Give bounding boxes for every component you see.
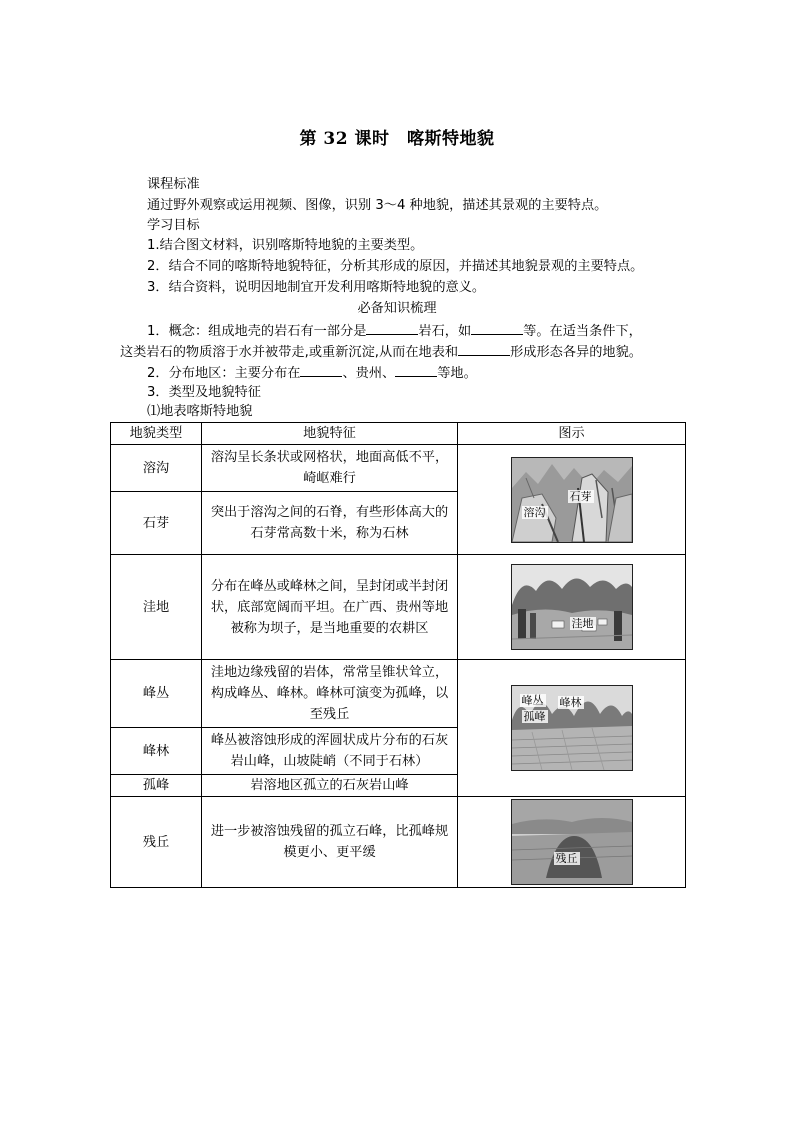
goal-3: 3．结合资料，说明因地制宜开发利用喀斯特地貌的意义。 xyxy=(147,280,486,295)
distribution-text-2: 、贵州、 xyxy=(342,366,396,381)
landform-feature: 分布在峰丛或峰林之间，呈封闭或半封闭状，底部宽阔而平坦。在广西、贵州等地被称为坝子，是当地重要的农耕区 xyxy=(202,555,458,660)
landform-type: 峰林 xyxy=(111,728,202,775)
peak-cluster-photo xyxy=(511,685,633,771)
blank-field[interactable] xyxy=(471,320,523,335)
landform-feature: 洼地边缘残留的岩体，常常呈锥状耸立，构成峰丛、峰林。峰林可演变为孤峰，以至残丘 xyxy=(202,660,458,728)
landform-type: 残丘 xyxy=(111,797,202,888)
landform-type: 孤峰 xyxy=(111,775,202,797)
landform-table xyxy=(110,422,686,888)
photo-label-fenglin: 峰林 xyxy=(559,696,582,709)
section-heading: 必备知识梳理 xyxy=(357,301,437,316)
landform-type: 溶沟 xyxy=(111,445,202,492)
distribution-text-3: 等地。 xyxy=(437,366,477,381)
landform-feature: 岩溶地区孤立的石灰岩山峰 xyxy=(202,775,458,797)
header-feature: 地貌特征 xyxy=(202,423,458,445)
goal-2: 2．结合不同的喀斯特地貌特征，分析其形成的原因，并描述其地貌景观的主要特点。 xyxy=(147,259,644,274)
landform-feature: 峰丛被溶蚀形成的浑圆状成片分布的石灰岩山峰，山坡陡峭（不同于石林） xyxy=(202,728,458,775)
photo-label-wadi: 洼地 xyxy=(571,617,594,630)
concept-text-3: 等。在适当条件下， xyxy=(523,324,642,339)
landform-type: 石芽 xyxy=(111,492,202,555)
landform-feature: 进一步被溶蚀残留的孤立石峰，比孤峰规模更小、更平缓 xyxy=(202,797,458,888)
figure-cell xyxy=(458,797,686,888)
standard-text: 通过野外观察或运用视频、图像，识别 3～4 种地貌，描述其景观的主要特点。 xyxy=(147,198,608,213)
figure-cell xyxy=(458,555,686,660)
landform-feature: 突出于溶沟之间的石脊，有些形体高大的石芽常高数十米，称为石林 xyxy=(202,492,458,555)
distribution-line xyxy=(147,362,477,384)
concept-text-5: 形成形态各异的地貌。 xyxy=(510,345,642,360)
concept-text-1: 1．概念：组成地壳的岩石有一部分是 xyxy=(147,324,367,339)
table-row xyxy=(111,660,686,728)
landform-type: 峰丛 xyxy=(111,660,202,728)
depression-photo xyxy=(511,564,633,650)
photo-label-shiya: 石芽 xyxy=(569,489,592,503)
photo-label-ronggou: 溶沟 xyxy=(523,505,546,519)
table-row xyxy=(111,445,686,492)
landform-feature: 溶沟呈长条状或网格状，地面高低不平，崎岖难行 xyxy=(202,445,458,492)
table-header-row xyxy=(111,423,686,445)
distribution-text-1: 2．分布地区：主要分布在 xyxy=(147,366,301,381)
photo-label-canqiu: 残丘 xyxy=(555,852,578,865)
standard-heading: 课程标准 xyxy=(147,177,200,192)
page-title: 第 32 课时 喀斯特地貌 xyxy=(299,129,495,149)
residual-hill-photo xyxy=(511,799,633,885)
blank-field[interactable] xyxy=(395,362,437,377)
concept-line-1 xyxy=(147,320,642,342)
table-row xyxy=(111,555,686,660)
blank-field[interactable] xyxy=(366,320,418,335)
blank-field[interactable] xyxy=(300,362,342,377)
blank-field[interactable] xyxy=(458,341,510,356)
header-type: 地貌类型 xyxy=(111,423,202,445)
photo-label-gufeng: 孤峰 xyxy=(523,710,546,723)
concept-text-4: 这类岩石的物质溶于水并被带走,或重新沉淀,从而在地表和 xyxy=(120,345,459,360)
goals-heading: 学习目标 xyxy=(147,218,200,233)
concept-text-2: 岩石，如 xyxy=(418,324,472,339)
photo-label-fengcong: 峰丛 xyxy=(521,694,544,707)
goal-1: 1.结合图文材料，识别喀斯特地貌的主要类型。 xyxy=(147,238,424,253)
karst-groove-photo xyxy=(511,457,633,543)
concept-line-2 xyxy=(120,341,642,363)
types-heading: 3．类型及地貌特征 xyxy=(147,385,261,400)
table-row xyxy=(111,797,686,888)
figure-cell xyxy=(458,445,686,555)
header-figure: 图示 xyxy=(458,423,686,445)
landform-type: 洼地 xyxy=(111,555,202,660)
surface-heading: ⑴地表喀斯特地貌 xyxy=(147,404,253,419)
figure-cell xyxy=(458,660,686,797)
